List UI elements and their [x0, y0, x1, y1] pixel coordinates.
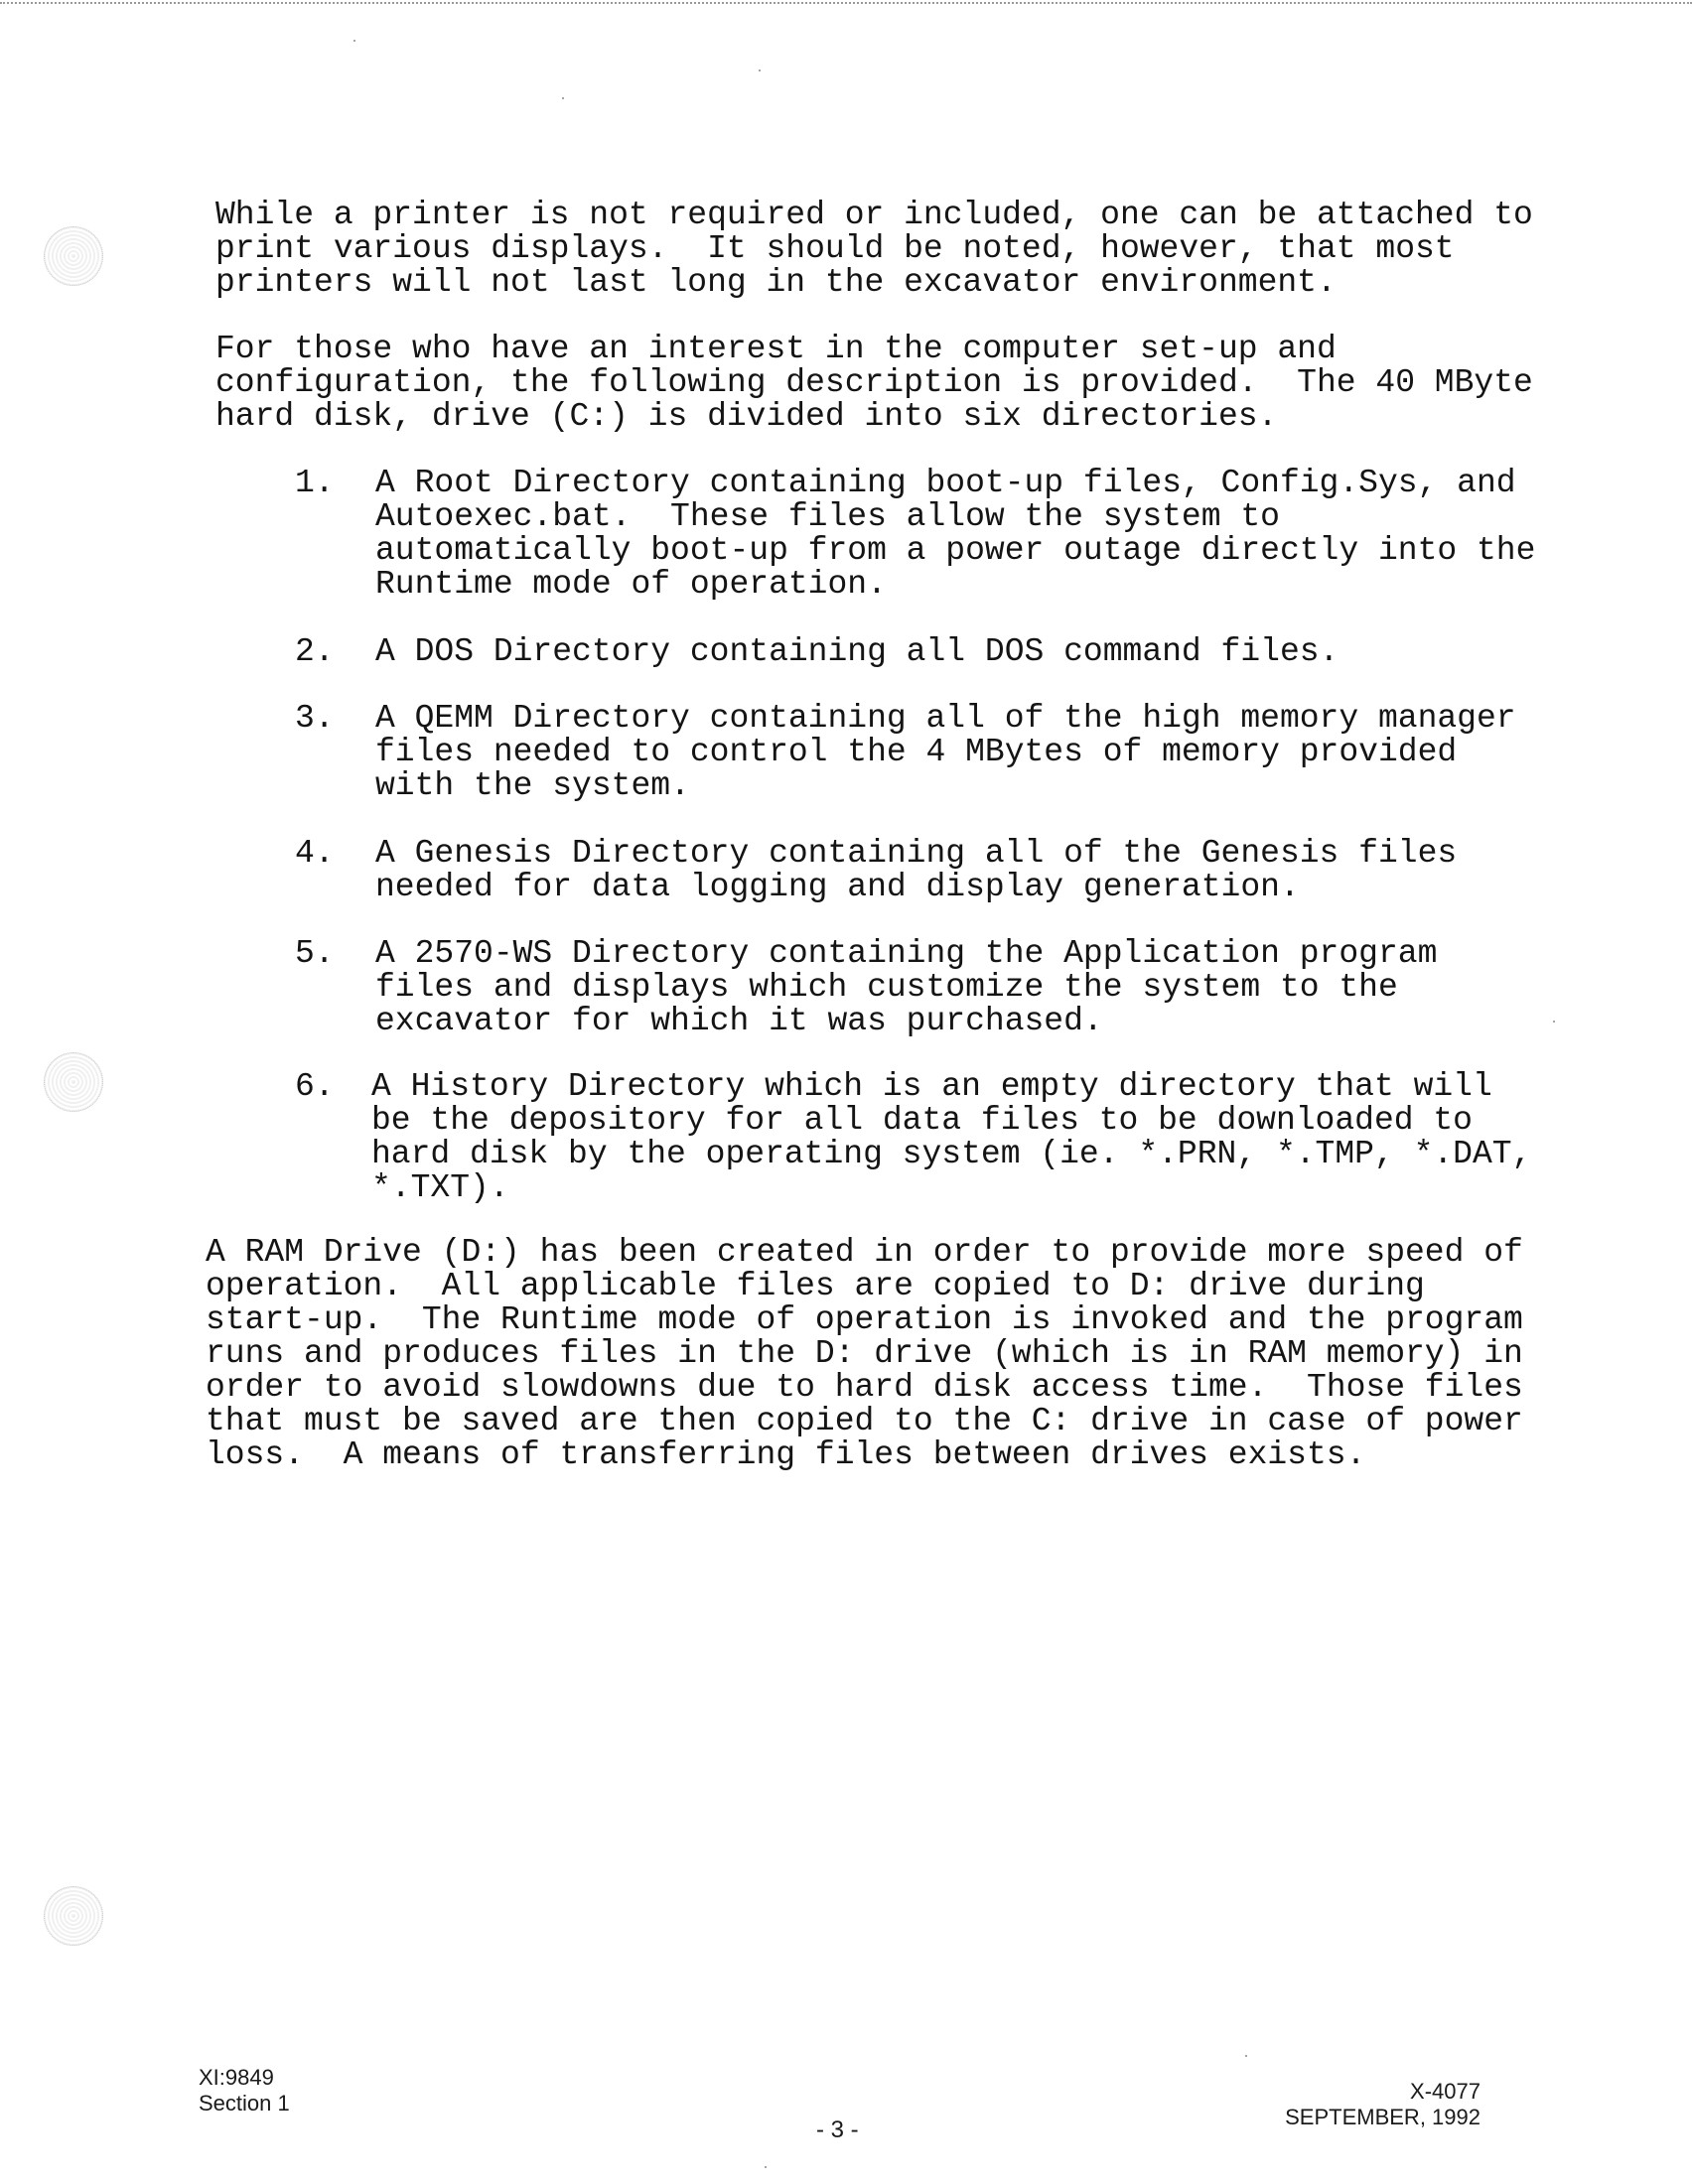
scan-speck [759, 69, 761, 71]
paragraph-setup: For those who have an interest in the computer set-up and configuration, the following description is provided. The 40 MByte hard disk, drive (C:) is divided into six directories. [215, 331, 1533, 435]
list-item-number: 4. [295, 835, 335, 872]
section-label: Section 1 [199, 2091, 290, 2116]
report-number: X-4077 [1410, 2079, 1480, 2104]
punch-hole-middle [44, 1052, 103, 1112]
scan-speck [1553, 1021, 1555, 1023]
document-code: XI:9849 [199, 2065, 274, 2090]
paragraph-ram-drive: A RAM Drive (D:) has been created in order to provide more speed of operation. All applicable files are copied to D: drive during start-up. The Runtime mode of operation is invoked and the program runs and produces files in the D: drive (which is in RAM memory) in order to avoid slowdowns due to hard disk access time. Those files that must be saved are then copied to the C: drive in case of power loss. A means of transferring files between drives exists. [206, 1234, 1523, 1473]
punch-hole-bottom [44, 1886, 103, 1946]
list-item-number: 3. [295, 700, 335, 737]
list-item-number: 6. [295, 1068, 335, 1105]
page-number: - 3 - [816, 2116, 859, 2143]
list-item-text: A QEMM Directory containing all of the high memory manager files needed to control the 4 MBytes of memory provided with the system. [375, 700, 1516, 804]
paragraph-printer: While a printer is not required or included, one can be attached to print various displays. It should be noted, however, that most printers will not last long in the excavator environment. [215, 197, 1533, 301]
scan-top-edge [0, 2, 1692, 4]
scan-speck [1245, 2055, 1247, 2057]
list-item-text: A Genesis Directory containing all of the Genesis files needed for data logging and display generation. [375, 835, 1458, 905]
list-item-number: 5. [295, 935, 335, 972]
punch-hole-top [44, 226, 103, 286]
list-item-text: A Root Directory containing boot-up files, Config.Sys, and Autoexec.bat. These files allow the system to automatically boot-up from a power outage directly into the Runtime mode of operation. [375, 465, 1536, 603]
list-item-text: A 2570-WS Directory containing the Application program files and displays which customize the system to the excavator for which it was purchased. [375, 935, 1438, 1039]
scan-speck [765, 2166, 767, 2168]
scan-speck [353, 40, 355, 42]
list-item-text: A DOS Directory containing all DOS command files. [375, 633, 1340, 670]
footer-right [1285, 2079, 1480, 2130]
list-item-number: 2. [295, 633, 335, 670]
scan-speck [562, 97, 564, 99]
list-item-number: 1. [295, 465, 335, 501]
footer-left [199, 2065, 290, 2116]
list-item-text: A History Directory which is an empty directory that will be the depository for all data files to be downloaded to hard disk by the operating system (ie. *.PRN, *.TMP, *.DAT, *.TXT). [371, 1068, 1532, 1206]
report-date: SEPTEMBER, 1992 [1285, 2105, 1480, 2129]
